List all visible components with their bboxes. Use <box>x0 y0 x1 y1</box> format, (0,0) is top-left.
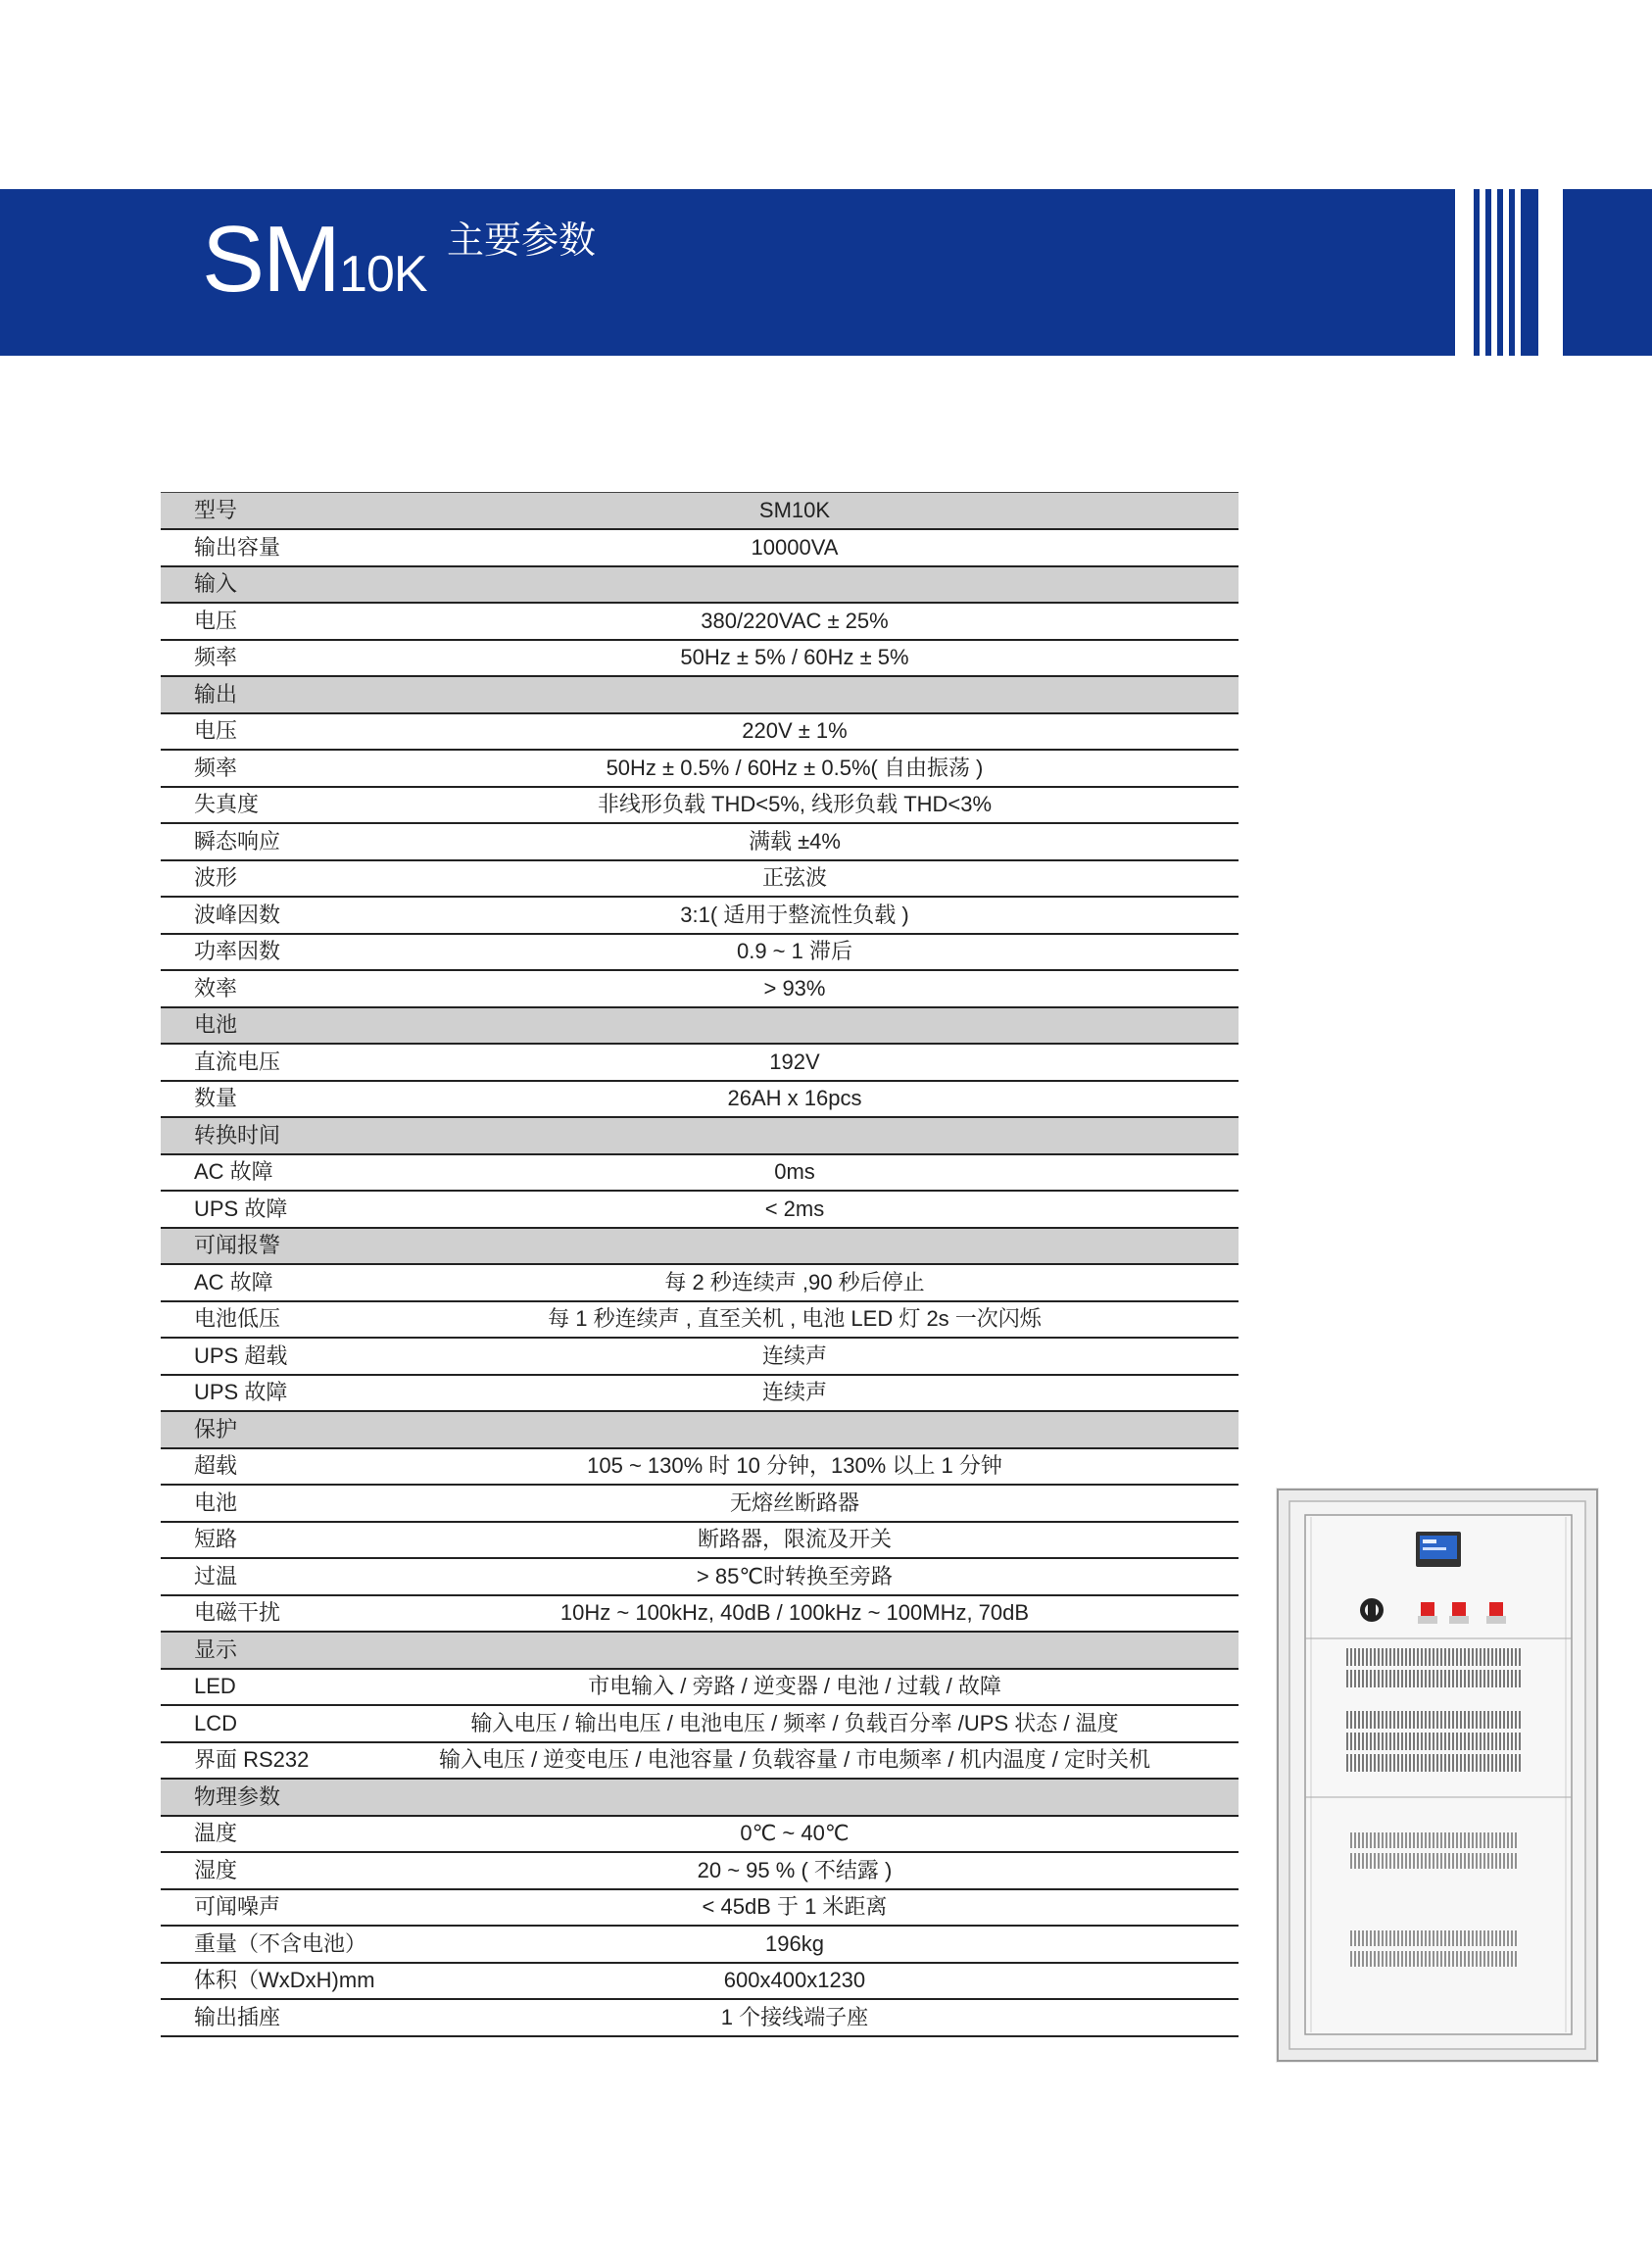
spec-value: 3:1( 适用于整流性负载 ) <box>439 897 1239 934</box>
table-row <box>161 1264 1239 1301</box>
spec-label: 波形 <box>161 860 439 898</box>
spec-label: 输出插座 <box>161 1999 439 2036</box>
spec-value: 192V <box>439 1044 1239 1081</box>
table-row <box>161 750 1239 787</box>
vent-grille <box>1344 1754 1521 1772</box>
banner-stripe <box>1485 189 1491 356</box>
banner-band-right <box>1563 189 1652 356</box>
spec-label: 电池低压 <box>161 1301 439 1339</box>
spec-label: 直流电压 <box>161 1044 439 1081</box>
spec-value: 非线形负载 THD<5%, 线形负载 THD<3% <box>439 787 1239 824</box>
spec-label: 显示 <box>161 1632 439 1669</box>
table-row <box>161 1522 1239 1559</box>
spec-label: UPS 故障 <box>161 1375 439 1412</box>
banner-stripe <box>1509 189 1515 356</box>
spec-label: AC 故障 <box>161 1154 439 1192</box>
table-row <box>161 1448 1239 1486</box>
spec-value <box>439 1117 1239 1154</box>
spec-label: LCD <box>161 1705 439 1742</box>
vent-grille <box>1344 1670 1521 1687</box>
spec-label: 电池 <box>161 1485 439 1522</box>
spec-value: 连续声 <box>439 1375 1239 1412</box>
table-row <box>161 1485 1239 1522</box>
table-row <box>161 1816 1239 1853</box>
spec-label: AC 故障 <box>161 1264 439 1301</box>
spec-value <box>439 1632 1239 1669</box>
section-header-row <box>161 1228 1239 1265</box>
product-photo <box>1276 1488 1599 2063</box>
model-title <box>202 207 427 312</box>
spec-value: 196kg <box>439 1926 1239 1963</box>
spec-value: 20 ~ 95 % ( 不结露 ) <box>439 1852 1239 1889</box>
table-row <box>161 934 1239 971</box>
spec-label: 瞬态响应 <box>161 823 439 860</box>
section-header-row <box>161 1117 1239 1154</box>
spec-value <box>439 1411 1239 1448</box>
model-title-main: SM <box>202 207 339 312</box>
spec-label: 频率 <box>161 640 439 677</box>
table-row <box>161 1558 1239 1595</box>
spec-value: > 85℃时转换至旁路 <box>439 1558 1239 1595</box>
section-header-row <box>161 1632 1239 1669</box>
spec-value: 600x400x1230 <box>439 1963 1239 2000</box>
table-row <box>161 1595 1239 1633</box>
spec-label: 数量 <box>161 1081 439 1118</box>
table-row <box>161 787 1239 824</box>
spec-value: 每 2 秒连续声 ,90 秒后停止 <box>439 1264 1239 1301</box>
table-row <box>161 603 1239 640</box>
spec-value: 220V ± 1% <box>439 713 1239 751</box>
vent-grille <box>1344 1711 1521 1729</box>
spec-label: 功率因数 <box>161 934 439 971</box>
page-subtitle: 主要参数 <box>447 220 597 262</box>
table-row <box>161 1338 1239 1375</box>
table-row <box>161 493 1239 530</box>
vent-grille <box>1344 1648 1521 1666</box>
spec-label: 过温 <box>161 1558 439 1595</box>
table-row <box>161 860 1239 898</box>
table-row <box>161 1044 1239 1081</box>
spec-table-body <box>161 493 1239 2036</box>
section-header-row <box>161 1779 1239 1816</box>
table-row <box>161 970 1239 1007</box>
table-row <box>161 1999 1239 2036</box>
spec-value <box>439 1228 1239 1265</box>
spec-value: 0℃ ~ 40℃ <box>439 1816 1239 1853</box>
spec-value <box>439 566 1239 604</box>
spec-label: 输入 <box>161 566 439 604</box>
spec-value: 连续声 <box>439 1338 1239 1375</box>
spec-label: 输出 <box>161 676 439 713</box>
spec-label: 效率 <box>161 970 439 1007</box>
table-row <box>161 897 1239 934</box>
breaker <box>1489 1602 1503 1616</box>
spec-value: 0ms <box>439 1154 1239 1192</box>
spec-label: 输出容量 <box>161 529 439 566</box>
spec-value <box>439 1779 1239 1816</box>
section-header-row <box>161 1007 1239 1045</box>
section-header-row <box>161 676 1239 713</box>
table-row <box>161 1926 1239 1963</box>
spec-label: 电压 <box>161 603 439 640</box>
spec-label: 可闻报警 <box>161 1228 439 1265</box>
spec-value: 输入电压 / 逆变电压 / 电池容量 / 负载容量 / 市电频率 / 机内温度 / 定时关机 <box>439 1742 1239 1780</box>
spec-label: 转换时间 <box>161 1117 439 1154</box>
spec-value: 输入电压 / 输出电压 / 电池电压 / 频率 / 负载百分率 /UPS 状态 / 温度 <box>439 1705 1239 1742</box>
spec-value: 断路器，限流及开关 <box>439 1522 1239 1559</box>
spec-label: 波峰因数 <box>161 897 439 934</box>
spec-table <box>161 492 1239 2037</box>
table-row <box>161 713 1239 751</box>
spec-label: UPS 超载 <box>161 1338 439 1375</box>
table-row <box>161 1081 1239 1118</box>
table-row <box>161 1154 1239 1192</box>
table-row <box>161 529 1239 566</box>
table-row <box>161 1742 1239 1780</box>
table-row <box>161 1301 1239 1339</box>
spec-label: 湿度 <box>161 1852 439 1889</box>
spec-value: 10Hz ~ 100kHz, 40dB / 100kHz ~ 100MHz, 70dB <box>439 1595 1239 1633</box>
model-title-sub: 10K <box>339 246 427 303</box>
table-row <box>161 1852 1239 1889</box>
spec-label: 失真度 <box>161 787 439 824</box>
spec-value: 1 个接线端子座 <box>439 1999 1239 2036</box>
spec-label: 保护 <box>161 1411 439 1448</box>
vent-grille <box>1350 1853 1517 1869</box>
spec-label: 型号 <box>161 493 439 530</box>
spec-value: 正弦波 <box>439 860 1239 898</box>
spec-label: 界面 RS232 <box>161 1742 439 1780</box>
section-header-row <box>161 566 1239 604</box>
banner-stripe <box>1521 189 1538 356</box>
vent-grille <box>1350 1832 1517 1848</box>
section-header-row <box>161 1411 1239 1448</box>
table-row <box>161 1963 1239 2000</box>
table-row <box>161 1889 1239 1927</box>
spec-value: 每 1 秒连续声 , 直至关机 , 电池 LED 灯 2s 一次闪烁 <box>439 1301 1239 1339</box>
breaker <box>1421 1602 1434 1616</box>
spec-value: > 93% <box>439 970 1239 1007</box>
spec-value: 105 ~ 130% 时 10 分钟，130% 以上 1 分钟 <box>439 1448 1239 1486</box>
spec-value: 0.9 ~ 1 滞后 <box>439 934 1239 971</box>
spec-label: LED <box>161 1669 439 1706</box>
spec-label: 体积（WxDxH)mm <box>161 1963 439 2000</box>
spec-value: 50Hz ± 0.5% / 60Hz ± 0.5%( 自由振荡 ) <box>439 750 1239 787</box>
spec-value: 26AH x 16pcs <box>439 1081 1239 1118</box>
table-row <box>161 1669 1239 1706</box>
spec-value: 满载 ±4% <box>439 823 1239 860</box>
spec-value: < 45dB 于 1 米距离 <box>439 1889 1239 1927</box>
spec-label: UPS 故障 <box>161 1191 439 1228</box>
spec-label: 重量（不含电池） <box>161 1926 439 1963</box>
table-row <box>161 1705 1239 1742</box>
spec-label: 电磁干扰 <box>161 1595 439 1633</box>
spec-label: 可闻噪声 <box>161 1889 439 1927</box>
spec-label: 温度 <box>161 1816 439 1853</box>
spec-value: 市电输入 / 旁路 / 逆变器 / 电池 / 过载 / 故障 <box>439 1669 1239 1706</box>
spec-label: 电压 <box>161 713 439 751</box>
spec-value: SM10K <box>439 493 1239 530</box>
breaker <box>1452 1602 1466 1616</box>
spec-label: 频率 <box>161 750 439 787</box>
spec-value: < 2ms <box>439 1191 1239 1228</box>
spec-label: 短路 <box>161 1522 439 1559</box>
table-row <box>161 823 1239 860</box>
table-row <box>161 1375 1239 1412</box>
banner-stripe <box>1497 189 1503 356</box>
spec-value: 50Hz ± 5% / 60Hz ± 5% <box>439 640 1239 677</box>
spec-value <box>439 676 1239 713</box>
spec-label: 电池 <box>161 1007 439 1045</box>
spec-label: 超载 <box>161 1448 439 1486</box>
spec-value <box>439 1007 1239 1045</box>
vent-grille <box>1350 1951 1517 1967</box>
spec-value: 无熔丝断路器 <box>439 1485 1239 1522</box>
spec-value: 10000VA <box>439 529 1239 566</box>
table-row <box>161 640 1239 677</box>
header-banner <box>0 189 1652 356</box>
spec-value: 380/220VAC ± 25% <box>439 603 1239 640</box>
spec-label: 物理参数 <box>161 1779 439 1816</box>
vent-grille <box>1350 1930 1517 1946</box>
banner-stripe <box>1474 189 1480 356</box>
table-row <box>161 1191 1239 1228</box>
vent-grille <box>1344 1733 1521 1750</box>
